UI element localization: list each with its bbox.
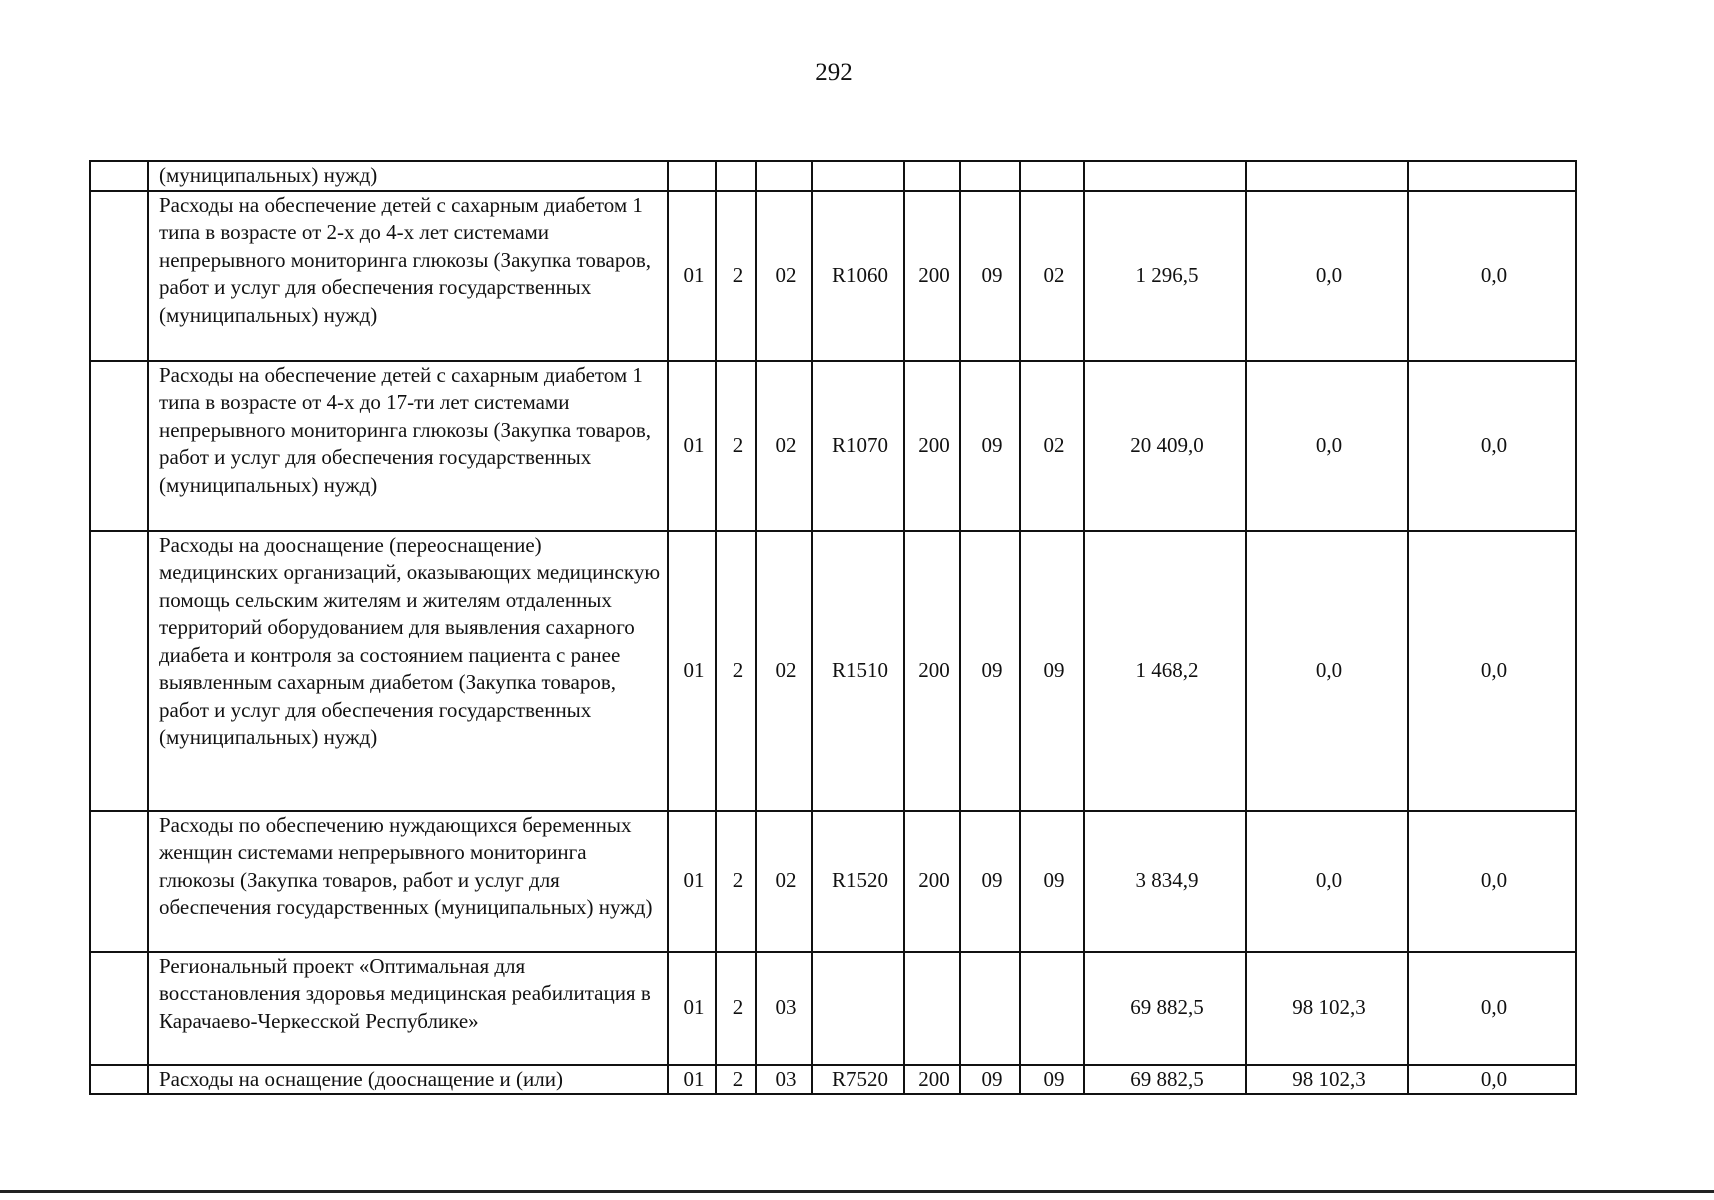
program-code-cell: 01 [668,361,716,531]
row-number-cell [90,1065,148,1095]
description-cell: Региональный проект «Оптимальная для восстановления здоровья медицинская реабилитация в Карачаево-Черкесской Республике» [148,952,668,1065]
description-cell: Расходы на оснащение (дооснащение и (или) [148,1065,668,1095]
program-code-cell [668,161,716,191]
row-number-cell [90,952,148,1065]
row-number-cell [90,161,148,191]
direction-code-cell: R1520 [812,811,904,952]
table-row [90,361,1576,531]
amount-year2-cell: 98 102,3 [1246,952,1408,1065]
section-cell: 09 [960,811,1020,952]
amount-year2-cell: 98 102,3 [1246,1065,1408,1095]
section-cell: 09 [960,531,1020,811]
expense-type-cell: 200 [904,531,960,811]
project-code-cell: 02 [756,191,812,361]
expense-type-cell: 200 [904,191,960,361]
section-cell [960,952,1020,1065]
row-number-cell [90,191,148,361]
expense-type-cell: 200 [904,1065,960,1095]
section-cell: 09 [960,191,1020,361]
amount-year3-cell: 0,0 [1408,191,1576,361]
subprogram-code-cell: 2 [716,191,756,361]
subsection-cell: 02 [1020,361,1084,531]
row-number-cell [90,361,148,531]
expense-type-cell: 200 [904,811,960,952]
program-code-cell: 01 [668,952,716,1065]
project-code-cell [756,161,812,191]
subprogram-code-cell: 2 [716,1065,756,1095]
direction-code-cell: R1510 [812,531,904,811]
subprogram-code-cell: 2 [716,361,756,531]
expense-type-cell [904,161,960,191]
project-code-cell: 02 [756,361,812,531]
program-code-cell: 01 [668,1065,716,1095]
amount-year3-cell: 0,0 [1408,811,1576,952]
section-cell: 09 [960,361,1020,531]
expense-type-cell [904,952,960,1065]
project-code-cell: 02 [756,811,812,952]
subprogram-code-cell: 2 [716,811,756,952]
subsection-cell: 02 [1020,191,1084,361]
section-cell [960,161,1020,191]
table-row [90,161,1576,191]
table-row [90,952,1576,1065]
amount-year3-cell: 0,0 [1408,361,1576,531]
amount-year2-cell: 0,0 [1246,361,1408,531]
amount-year2-cell: 0,0 [1246,531,1408,811]
amount-year1-cell: 69 882,5 [1084,1065,1246,1095]
project-code-cell: 03 [756,952,812,1065]
program-code-cell: 01 [668,191,716,361]
amount-year1-cell: 3 834,9 [1084,811,1246,952]
direction-code-cell: R1060 [812,191,904,361]
subsection-cell [1020,161,1084,191]
direction-code-cell: R7520 [812,1065,904,1095]
amount-year1-cell: 1 296,5 [1084,191,1246,361]
description-cell: Расходы по обеспечению нуждающихся беременных женщин системами непрерывного мониторинга глюкозы (Закупка товаров, работ и услуг для обеспечения государственных (муниципальных) нужд) [148,811,668,952]
project-code-cell: 02 [756,531,812,811]
direction-code-cell [812,952,904,1065]
amount-year2-cell: 0,0 [1246,811,1408,952]
row-number-cell [90,811,148,952]
amount-year3-cell: 0,0 [1408,1065,1576,1095]
section-cell: 09 [960,1065,1020,1095]
page-number: 292 [815,59,853,86]
description-cell: Расходы на дооснащение (переоснащение) медицинских организаций, оказывающих медицинскую помощь сельским жителям и жителям отдаленных территорий оборудованием для выявления сахарного диабета и контроля за состоянием пациента с ранее выявленным сахарным диабетом (Закупка товаров, работ и услуг для обеспечения государственных (муниципальных) нужд) [148,531,668,811]
budget-table [89,160,1577,1095]
description-cell: (муниципальных) нужд) [148,161,668,191]
subsection-cell: 09 [1020,811,1084,952]
amount-year1-cell: 20 409,0 [1084,361,1246,531]
program-code-cell: 01 [668,531,716,811]
description-cell: Расходы на обеспечение детей с сахарным диабетом 1 типа в возрасте от 2-х до 4-х лет системами непрерывного мониторинга глюкозы (Закупка товаров, работ и услуг для обеспечения государственных (муниципальных) нужд) [148,191,668,361]
amount-year1-cell: 1 468,2 [1084,531,1246,811]
subsection-cell: 09 [1020,1065,1084,1095]
amount-year2-cell: 0,0 [1246,191,1408,361]
table-row [90,531,1576,811]
amount-year1-cell: 69 882,5 [1084,952,1246,1065]
amount-year3-cell [1408,161,1576,191]
table-row [90,1065,1576,1095]
row-number-cell [90,531,148,811]
expense-type-cell: 200 [904,361,960,531]
table-row [90,811,1576,952]
subsection-cell [1020,952,1084,1065]
subsection-cell: 09 [1020,531,1084,811]
amount-year2-cell [1246,161,1408,191]
direction-code-cell: R1070 [812,361,904,531]
description-cell: Расходы на обеспечение детей с сахарным диабетом 1 типа в возрасте от 4-х до 17-ти лет системами непрерывного мониторинга глюкозы (Закупка товаров, работ и услуг для обеспечения государственных (муниципальных) нужд) [148,361,668,531]
subprogram-code-cell [716,161,756,191]
scan-edge-line [0,1190,1714,1193]
direction-code-cell [812,161,904,191]
program-code-cell: 01 [668,811,716,952]
amount-year3-cell: 0,0 [1408,952,1576,1065]
amount-year1-cell [1084,161,1246,191]
subprogram-code-cell: 2 [716,952,756,1065]
table-row [90,191,1576,361]
project-code-cell: 03 [756,1065,812,1095]
subprogram-code-cell: 2 [716,531,756,811]
amount-year3-cell: 0,0 [1408,531,1576,811]
